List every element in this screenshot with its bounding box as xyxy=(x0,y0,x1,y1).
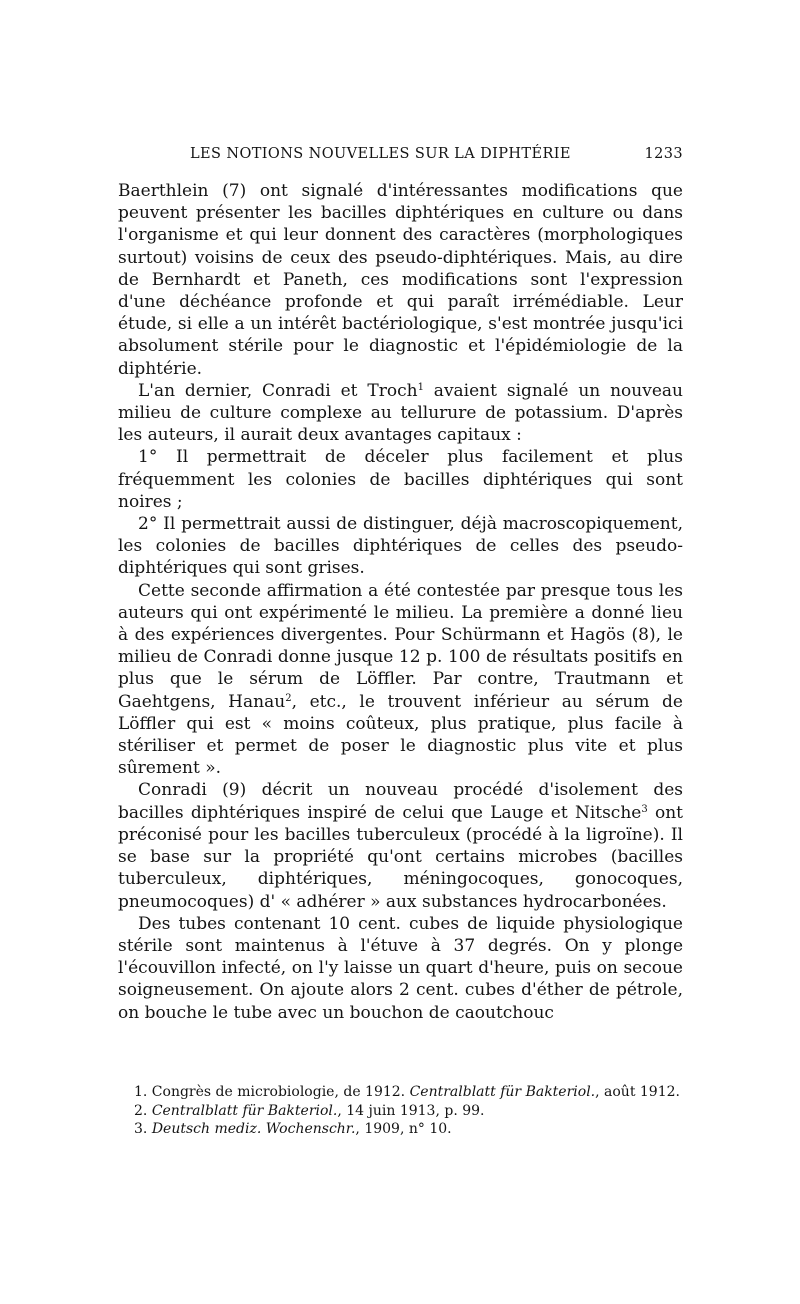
paragraph: Baerthlein (7) ont signalé d'intéressantes modifications que peuvent présenter les bacilles diphtériques en culture ou dans l'organisme et qui leur donnent des caractères (morphologiques surtout) voisins de ceux des pseudo-diphtériques. Mais, au dire de Bernhardt et Paneth, ces modifications sont l'expression d'une déchéance profonde et qui paraît irrémédiable. Leur étude, si elle a un intérêt bactériologique, s'est montrée jusqu'ici absolument stérile pour le diagnostic et l'épidémiologie de la diphtérie. xyxy=(118,181,683,379)
footnote: 1. Congrès de microbiologie, de 1912. Centralblatt für Bakteriol., août 1912. xyxy=(134,1084,680,1100)
running-header xyxy=(118,146,683,168)
page-number: 1233 xyxy=(644,146,683,162)
paragraph: Conradi (9) décrit un nouveau procédé d'isolement des bacilles diphtériques inspiré de celui que Lauge et Nitsche$^3$ ont préconisé pour les bacilles tuberculeux (procédé à la ligroïne). Il se base sur la propriété qu'ont certains microbes (bacilles tuberculeux, diphtériques, méningocoques, gonocoques, pneumocoques) d' « adhérer » aux substances hydrocarbonées. xyxy=(118,780,683,912)
footnote-ref: 1 xyxy=(417,381,424,393)
footnotes xyxy=(118,1083,683,1139)
footnote: 3. Deutsch mediz. Wochenschr., 1909, n° 10. xyxy=(134,1121,452,1137)
paragraph: Cette seconde affirmation a été contestée par presque tous les auteurs qui ont expérimenté le milieu. La première a donné lieu à des expériences divergentes. Pour Schürmann et Hagös (8), le milieu de Conradi donne jusque 12 p. 100 de résultats positifs en plus que le sérum de Löffler. Par contre, Trautmann et Gaehtgens, Hanau$^2$, etc., le trouvent inférieur au sérum de Löffler qui est « moins coûteux, plus pratique, plus facile à stériliser et permet de poser le diagnostic plus vite et plus sûrement ». xyxy=(118,580,683,779)
paragraph: Des tubes contenant 10 cent. cubes de liquide physiologique stérile sont maintenus à l'étuve à 37 degrés. On y plonge l'écouvillon infecté, on l'y laisse un quart d'heure, puis on secoue soigneusement. On ajoute alors 2 cent. cubes d'éther de pétrole, on bouche le tube avec un bouchon de caoutchouc xyxy=(118,913,683,1023)
footnote-ref: 2 xyxy=(285,692,292,704)
running-title: LES NOTIONS NOUVELLES SUR LA DIPHTÉRIE xyxy=(190,146,571,162)
main-text xyxy=(118,180,683,1024)
book-page xyxy=(118,146,683,1024)
footnote: 2. Centralblatt für Bakteriol., 14 juin 1913, p. 99. xyxy=(134,1102,485,1119)
paragraph: L'an dernier, Conradi et Troch$^1$ avaient signalé un nouveau milieu de culture complexe au tellurure de potassium. D'après les auteurs, il aurait deux avantages capitaux : xyxy=(118,380,683,446)
paragraph: 2° Il permettrait aussi de distinguer, déjà macroscopiquement, les colonies de bacilles diphtériques de celles des pseudo-diphtériques qui sont grises. xyxy=(118,514,683,579)
footnote-ref: 3 xyxy=(641,803,648,815)
paragraph: 1° Il permettrait de déceler plus facilement et plus fréquemment les colonies de bacilles diphtériques qui sont noires ; xyxy=(118,447,683,512)
